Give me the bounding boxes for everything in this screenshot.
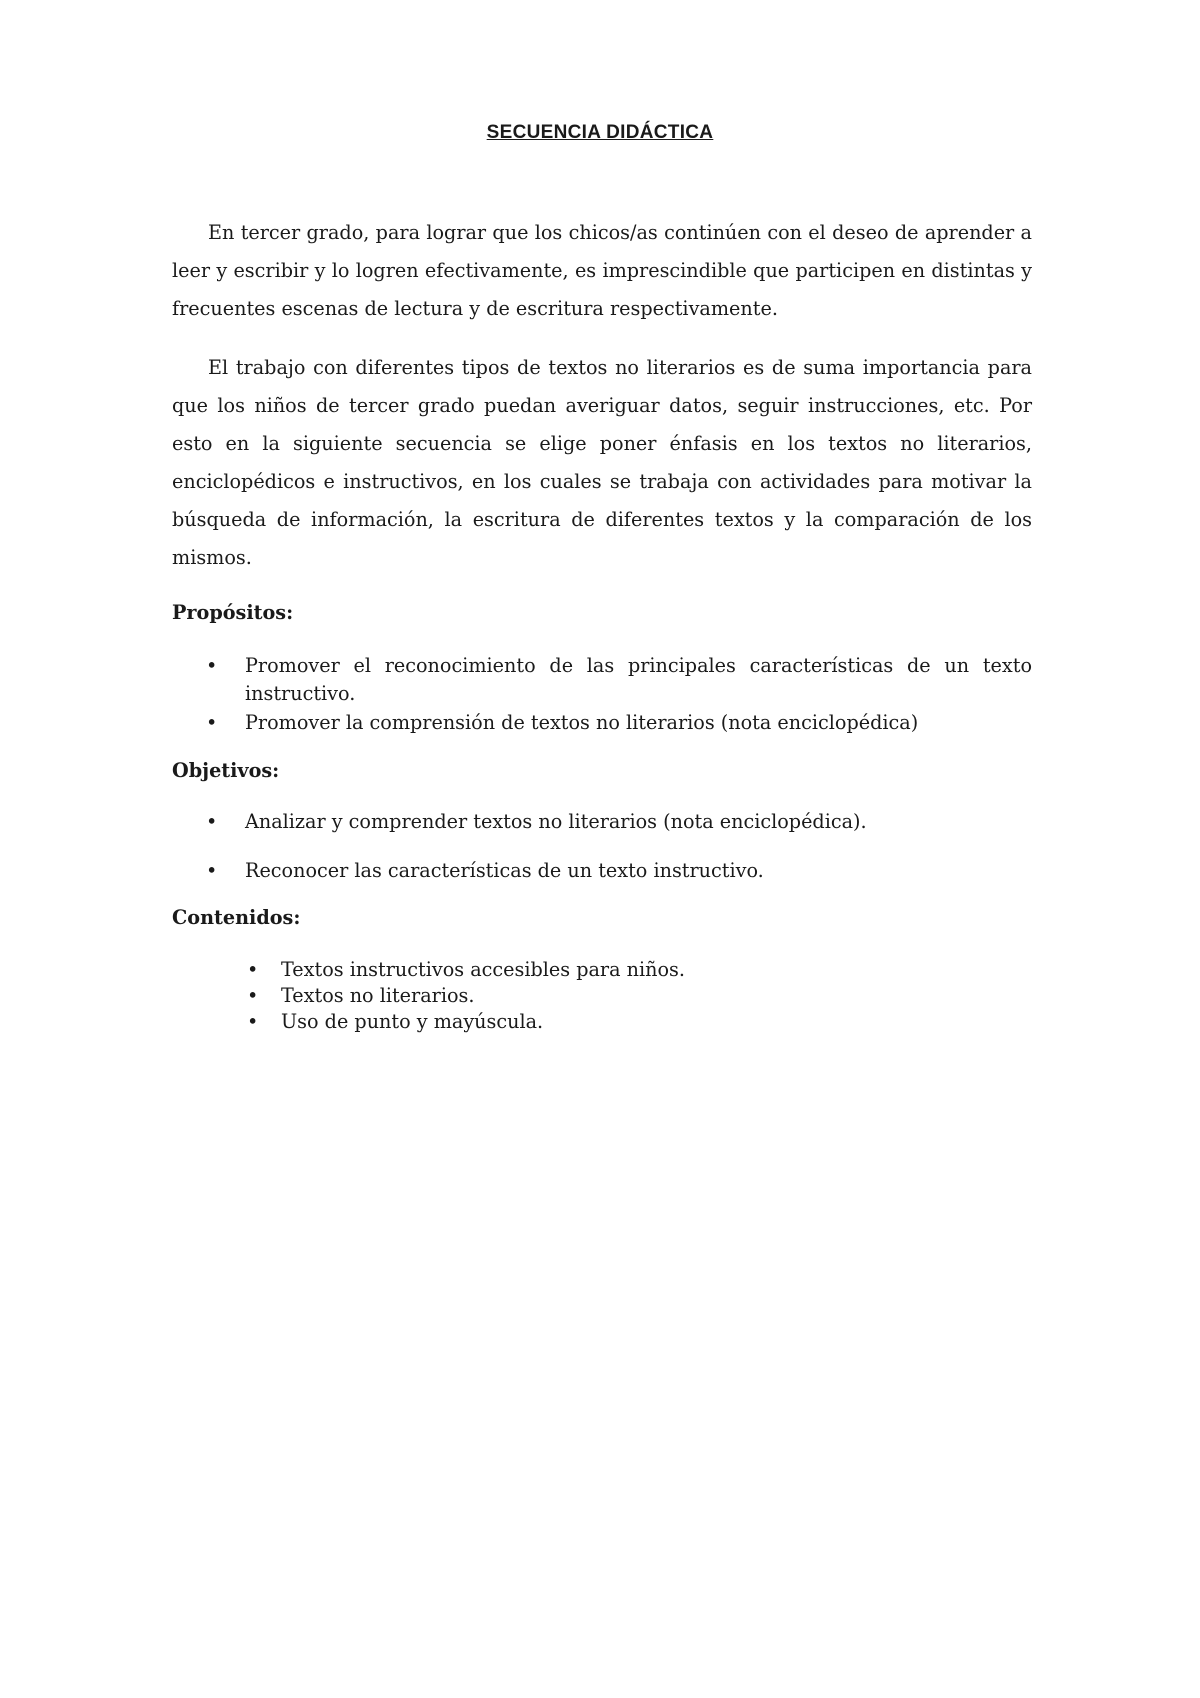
contenidos-list xyxy=(247,957,981,1035)
bullet-icon: • xyxy=(247,958,259,981)
bullet-icon: • xyxy=(206,810,218,833)
list-item xyxy=(206,709,1032,737)
list-item-text: Textos instructivos accesibles para niños. xyxy=(281,958,685,981)
body-paragraph xyxy=(172,349,1032,577)
document-title: SECUENCIA DIDÁCTICA xyxy=(486,122,714,143)
propositos-list xyxy=(206,652,1032,737)
objetivos-list xyxy=(206,808,1032,885)
list-item-text: Promover el reconocimiento de las principales características de un texto instructivo. xyxy=(245,654,1032,705)
list-item xyxy=(247,957,981,983)
list-item xyxy=(206,808,1032,836)
body-paragraph-text: El trabajo con diferentes tipos de textos no literarios es de suma importancia para que los niños de tercer grado puedan averiguar datos, seguir instrucciones, etc. Por esto en la siguiente secuencia se elige poner énfasis en los textos no literarios, enciclopédicos e instructivos, en los cuales se trabaja con actividades para motivar la búsqueda de información, la escritura de diferentes textos y la comparación de los mismos. xyxy=(172,356,1032,569)
propositos-heading: Propósitos: xyxy=(172,601,294,624)
bullet-icon: • xyxy=(247,1010,259,1033)
list-item-text: Reconocer las características de un texto instructivo. xyxy=(245,859,764,882)
list-item xyxy=(206,857,1032,885)
intro-paragraph-text: En tercer grado, para lograr que los chicos/as continúen con el deseo de aprender a leer y escribir y lo logren efectivamente, es imprescindible que participen en distintas y frecuentes escenas de lectura y de escritura respectivamente. xyxy=(172,221,1032,320)
contenidos-heading: Contenidos: xyxy=(172,906,301,929)
bullet-icon: • xyxy=(206,859,218,882)
list-item xyxy=(206,652,1032,708)
intro-paragraph xyxy=(172,214,1032,328)
list-item-text: Analizar y comprender textos no literarios (nota enciclopédica). xyxy=(245,810,867,833)
bullet-icon: • xyxy=(206,711,218,734)
list-item-text: Uso de punto y mayúscula. xyxy=(281,1010,544,1033)
list-item xyxy=(247,983,981,1009)
list-item-text: Textos no literarios. xyxy=(281,984,475,1007)
list-item-text: Promover la comprensión de textos no literarios (nota enciclopédica) xyxy=(245,711,919,734)
bullet-icon: • xyxy=(206,654,218,677)
bullet-icon: • xyxy=(247,984,259,1007)
list-item xyxy=(247,1009,981,1035)
objetivos-heading: Objetivos: xyxy=(172,759,280,782)
